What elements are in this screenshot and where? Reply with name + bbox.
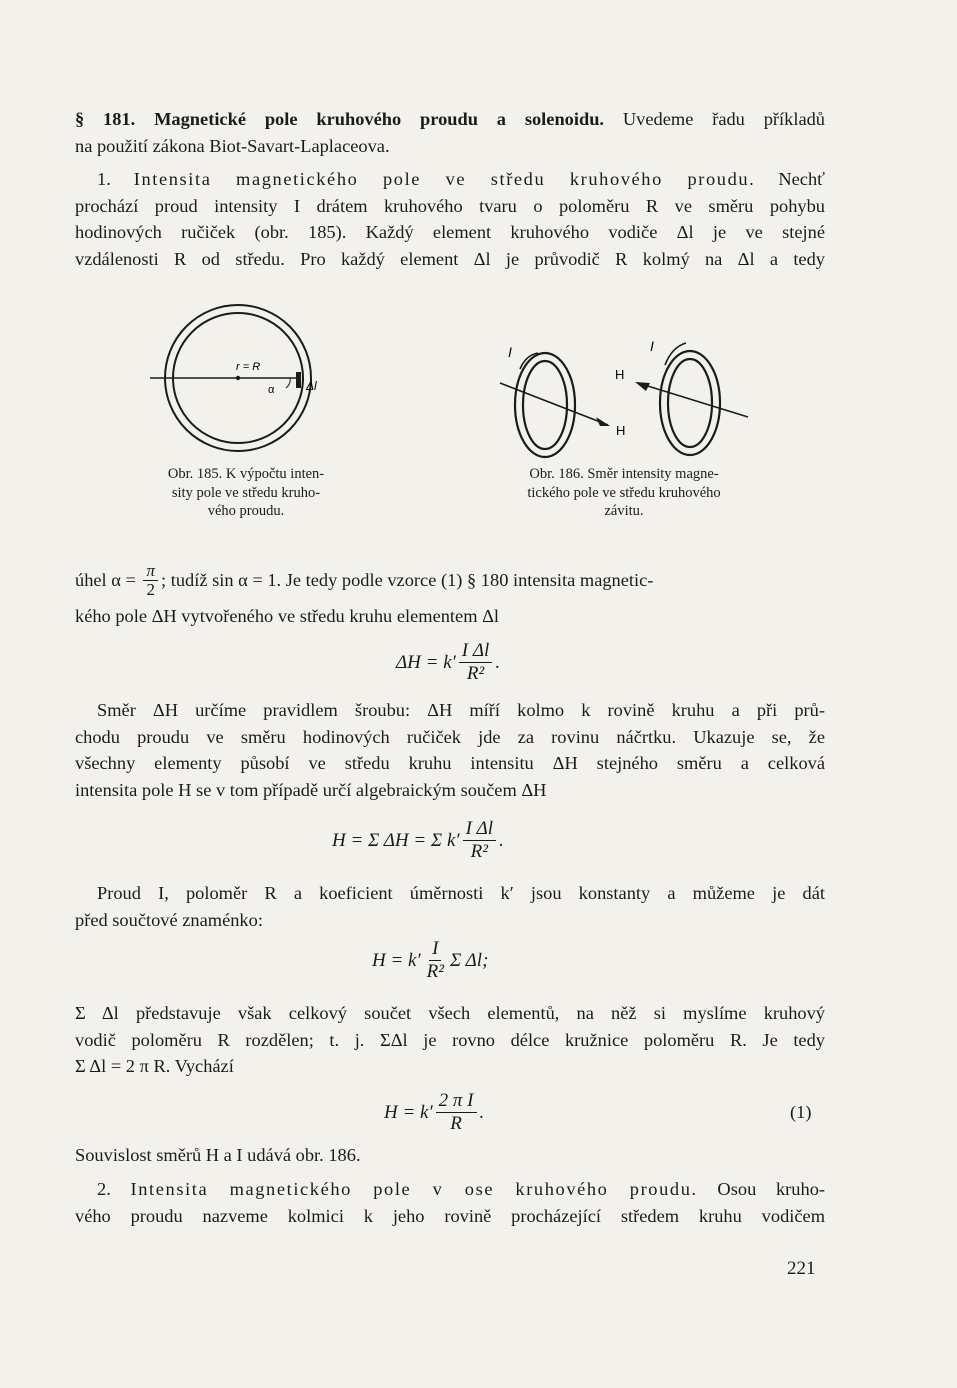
fraction-denominator: R² — [470, 841, 488, 862]
section-heading-paragraph — [75, 106, 825, 159]
subsection-heading: Intensita magnetického pole v ose kruhového proudu. — [130, 1179, 698, 1199]
text-line: před součtové znaménko: — [75, 909, 263, 930]
paragraph-4 — [75, 880, 825, 933]
text-line: Σ Δl představuje však celkový součet všech elementů, na něž si myslíme kruhový — [75, 1003, 825, 1023]
text-line: Σ Δl = 2 π R. Vychází — [75, 1056, 234, 1076]
equation-end: . — [479, 1101, 485, 1123]
equation-fraction — [436, 1090, 477, 1135]
text-line: vodič poloměru R rozdělen; t. j. ΣΔl je rovno délce kružnice poloměru R. Je tedy — [75, 1029, 825, 1050]
equation-fraction — [424, 938, 447, 983]
text-span: úhel α = — [75, 570, 141, 591]
element-dl — [296, 372, 301, 388]
caption-line: tického pole ve středu kruhového — [527, 484, 721, 501]
figure-185-caption — [140, 465, 352, 521]
paragraph-3 — [75, 697, 825, 803]
paragraph-2 — [75, 562, 825, 630]
equation-1 — [396, 640, 500, 685]
equation-lhs: H = k′ — [384, 1101, 433, 1123]
paragraph-7 — [75, 1176, 825, 1229]
label-i-left: I — [508, 344, 512, 360]
figure-186-caption — [488, 465, 760, 521]
loop-left-inner — [523, 361, 567, 449]
text-line: chodu proudu ve směru hodinových ručiček jde za rovinu náčrtku. Ukazuje se, že — [75, 726, 825, 747]
caption-line: vého proudu. — [207, 503, 285, 519]
label-r: r = R — [236, 361, 261, 373]
section-number: § 181. — [75, 109, 136, 129]
equation-end: . — [495, 651, 501, 673]
fraction-numerator: I — [429, 938, 441, 961]
fraction-numerator: π — [143, 562, 158, 581]
item-number: 1. — [97, 169, 134, 189]
label-alpha: α — [268, 384, 275, 396]
equation-2 — [332, 818, 504, 863]
fraction-denominator: R — [450, 1113, 462, 1134]
label-i-right: I — [650, 338, 654, 354]
equation-fraction — [463, 818, 497, 863]
fraction-pi-over-2 — [143, 562, 158, 599]
subsection-heading: Intensita magnetického pole ve středu kruhového proudu. — [133, 169, 756, 189]
fraction-denominator: R² — [466, 663, 485, 684]
text-span: Osou kruho- — [697, 1179, 826, 1199]
page-number: 221 — [787, 1258, 816, 1279]
axis-right — [638, 383, 748, 417]
label-h-left: H — [616, 423, 626, 438]
caption-line: Obr. 186. Směr intensity magne- — [529, 466, 719, 482]
arrow-h-right — [635, 382, 650, 391]
equation-end: Σ Δl; — [449, 949, 489, 971]
equation-end: . — [499, 829, 504, 851]
fraction-numerator: I Δl — [459, 640, 493, 663]
text-line: intensita pole H se v tom případě určí algebraickým součem ΔH — [75, 779, 547, 800]
fraction-denominator: 2 — [146, 580, 155, 599]
fraction-denominator: R² — [426, 961, 444, 982]
text-line: kého pole ΔH vytvořeného ve středu kruhu elementem Δl — [75, 606, 500, 626]
equation-4 — [384, 1090, 484, 1135]
paragraph-1 — [75, 166, 825, 272]
paragraph-5 — [75, 1000, 825, 1080]
equation-lhs: H = k′ — [372, 949, 421, 971]
equation-number: (1) — [790, 1102, 812, 1122]
section-intro: Uvedeme řadu příkladů — [622, 109, 825, 129]
text-line: hodinových ručiček (obr. 185). Každý element kruhového vodiče Δl je ve stejné — [75, 222, 825, 242]
text-span: ; tudíž sin α = 1. Je tedy podle vzorce (1) § 180 intensita magnetic- — [161, 570, 654, 591]
text-line: prochází proud intensity I drátem kruhového tvaru o poloměru R ve směru pohybu — [75, 195, 825, 216]
text-line: Proud I, poloměr R a koeficient úměrnosti k′ jsou konstanty a můžeme je dát — [97, 883, 825, 903]
text-line: vzdálenosti R od středu. Pro každý element Δl je průvodič R kolmý na Δl a tedy — [75, 248, 825, 269]
figure-185 — [150, 300, 330, 460]
equation-lhs: ΔH = k′ — [396, 651, 456, 673]
caption-line: sity pole ve středu kruho- — [171, 484, 321, 501]
figure-186 — [490, 325, 760, 460]
center-point — [236, 376, 240, 380]
paragraph-6 — [75, 1142, 825, 1169]
label-h-right: H — [615, 367, 625, 382]
equation-3 — [372, 938, 488, 983]
text-span: Nechť — [755, 169, 826, 189]
caption-line: závitu. — [604, 503, 644, 519]
text-line: Směr ΔH určíme pravidlem šroubu: ΔH míří kolmo k rovině kruhu a při prů- — [97, 700, 825, 720]
section-intro-line2: na použití zákona Biot-Savart-Laplaceova. — [75, 135, 390, 156]
fraction-numerator: 2 π I — [436, 1090, 477, 1113]
label-dl: Δl — [306, 379, 317, 393]
text-line: Souvislost směrů H a I udává obr. 186. — [75, 1145, 361, 1165]
text-line: všechny elementy působí ve středu kruhu intensitu ΔH stejného směru a celková — [75, 753, 825, 773]
fraction-numerator: I Δl — [463, 818, 497, 841]
angle-arc — [286, 378, 290, 388]
section-title: Magnetické pole kruhového proudu a solenoidu. — [154, 109, 605, 129]
item-number: 2. — [97, 1179, 131, 1199]
caption-line: Obr. 185. K výpočtu inten- — [167, 466, 325, 482]
text-line: vého proudu nazveme kolmici k jeho rovině procházející středem kruhu vodičem — [75, 1205, 825, 1226]
equation-lhs: H = Σ ΔH = Σ k′ — [332, 829, 460, 851]
equation-fraction — [459, 640, 493, 685]
